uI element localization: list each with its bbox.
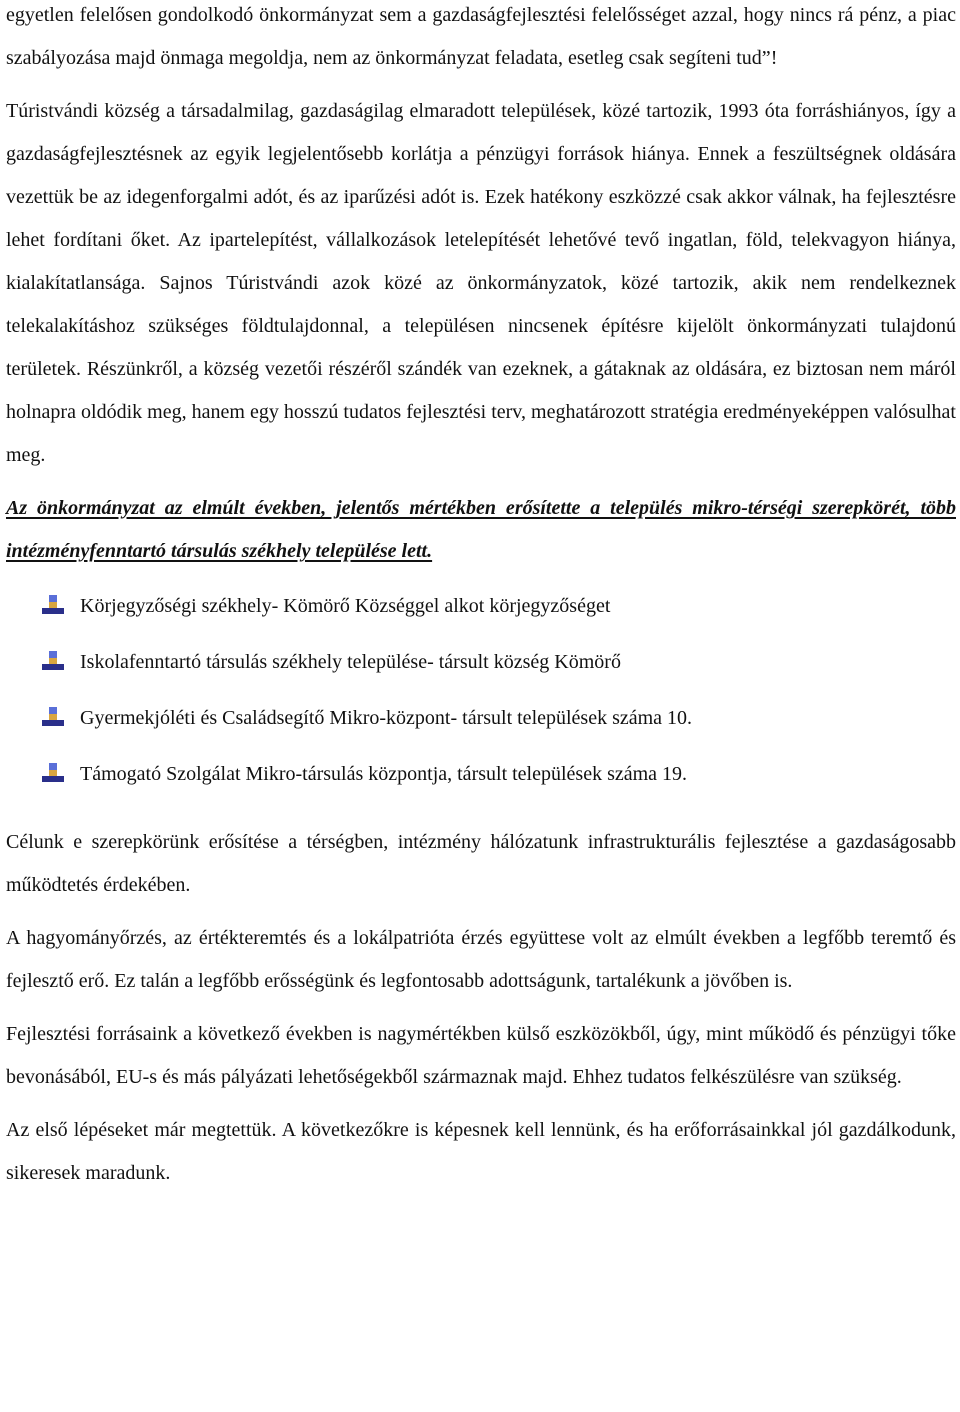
tradition-paragraph: A hagyományőrzés, az értékteremtés és a lokálpatrióta érzés együttese volt az elmúlt években a legfőbb teremtő és fejlesztő erő. Ez talán a legfőbb erősségünk és legfontosabb adottságunk, tartalékunk a jövőben is. (6, 927, 956, 992)
funding-paragraph: Fejlesztési forrásaink a következő években is nagymértékben külső eszközökből, úgy, mint működő és pénzügyi tőke bevonásából, EU-s és más pályázati lehetőségekből származnak majd. Ehhez tudatos felkészülésre van szükség. (6, 1023, 956, 1088)
list-item-text: Körjegyzőségi székhely- Kömörő Községgel alkot körjegyzőséget (80, 595, 611, 617)
section-heading: Az önkormányzat az elmúlt években, jelentős mértékben erősítette a település mikro-térségi szerepkörét, több intézményfenntartó társulás székhely települése lett. (6, 497, 956, 562)
list-item (6, 697, 956, 753)
list-item-text: Gyermekjóléti és Családsegítő Mikro-központ- társult települések száma 10. (80, 707, 693, 729)
list-item (6, 585, 956, 641)
association-list (6, 585, 956, 809)
bullet-marker-icon (42, 651, 64, 671)
list-item-text: Iskolafenntartó társulás székhely települése- társult község Kömörő (80, 651, 621, 673)
closing-paragraph: Az első lépéseket már megtettük. A következőkre is képesnek kell lennünk, és ha erőforrásainkkal jól gazdálkodunk, sikeresek maradunk. (6, 1119, 956, 1184)
goal-paragraph: Célunk e szerepkörünk erősítése a térségben, intézmény hálózatunk infrastrukturális fejlesztése a gazdaságosabb működtetés érdekében. (6, 831, 956, 896)
bullet-marker-icon (42, 595, 64, 615)
list-item-text: Támogató Szolgálat Mikro-társulás központja, társult települések száma 19. (80, 763, 688, 785)
bullet-marker-icon (42, 707, 64, 727)
bullet-marker-icon (42, 763, 64, 783)
intro-paragraph: egyetlen felelősen gondolkodó önkormányzat sem a gazdaságfejlesztési felelősséget azzal, hogy nincs rá pénz, a piac szabályozása majd önmaga megoldja, nem az önkormányzat feladata, esetleg csak segíteni tud”! (6, 4, 956, 69)
list-item (6, 641, 956, 697)
document-page (6, 0, 956, 1195)
list-item (6, 753, 956, 809)
context-paragraph: Túristvándi község a társadalmilag, gazdaságilag elmaradott települések, közé tartozik, 1993 óta forráshiányos, így a gazdaságfejlesztésnek az egyik legjelentősebb korlátja a pénzügyi források hiánya. Ennek a feszültségnek oldására vezettük be az idegenforgalmi adót, és az iparűzési adót is. Ezek hatékony eszközzé csak akkor válnak, ha fejlesztésre lehet fordítani őket. Az ipartelepítést, vállalkozások letelepítését lehetővé tevő ingatlan, föld, telekvagyon hiánya, kialakítatlansága. Sajnos Túristvándi azok közé az önkormányzatok, közé tartozik, akik nem rendelkeznek telekalakításhoz szükséges földtulajdonnal, a településen nincsenek építésre kijelölt önkormányzati tulajdonú területek. Részünkről, a község vezetői részéről szándék van ezeknek, a gátaknak az oldására, ez biztosan nem máról holnapra oldódik meg, hanem egy hosszú tudatos fejlesztési terv, meghatározott stratégia eredményeképpen valósulhat meg. (6, 100, 956, 466)
